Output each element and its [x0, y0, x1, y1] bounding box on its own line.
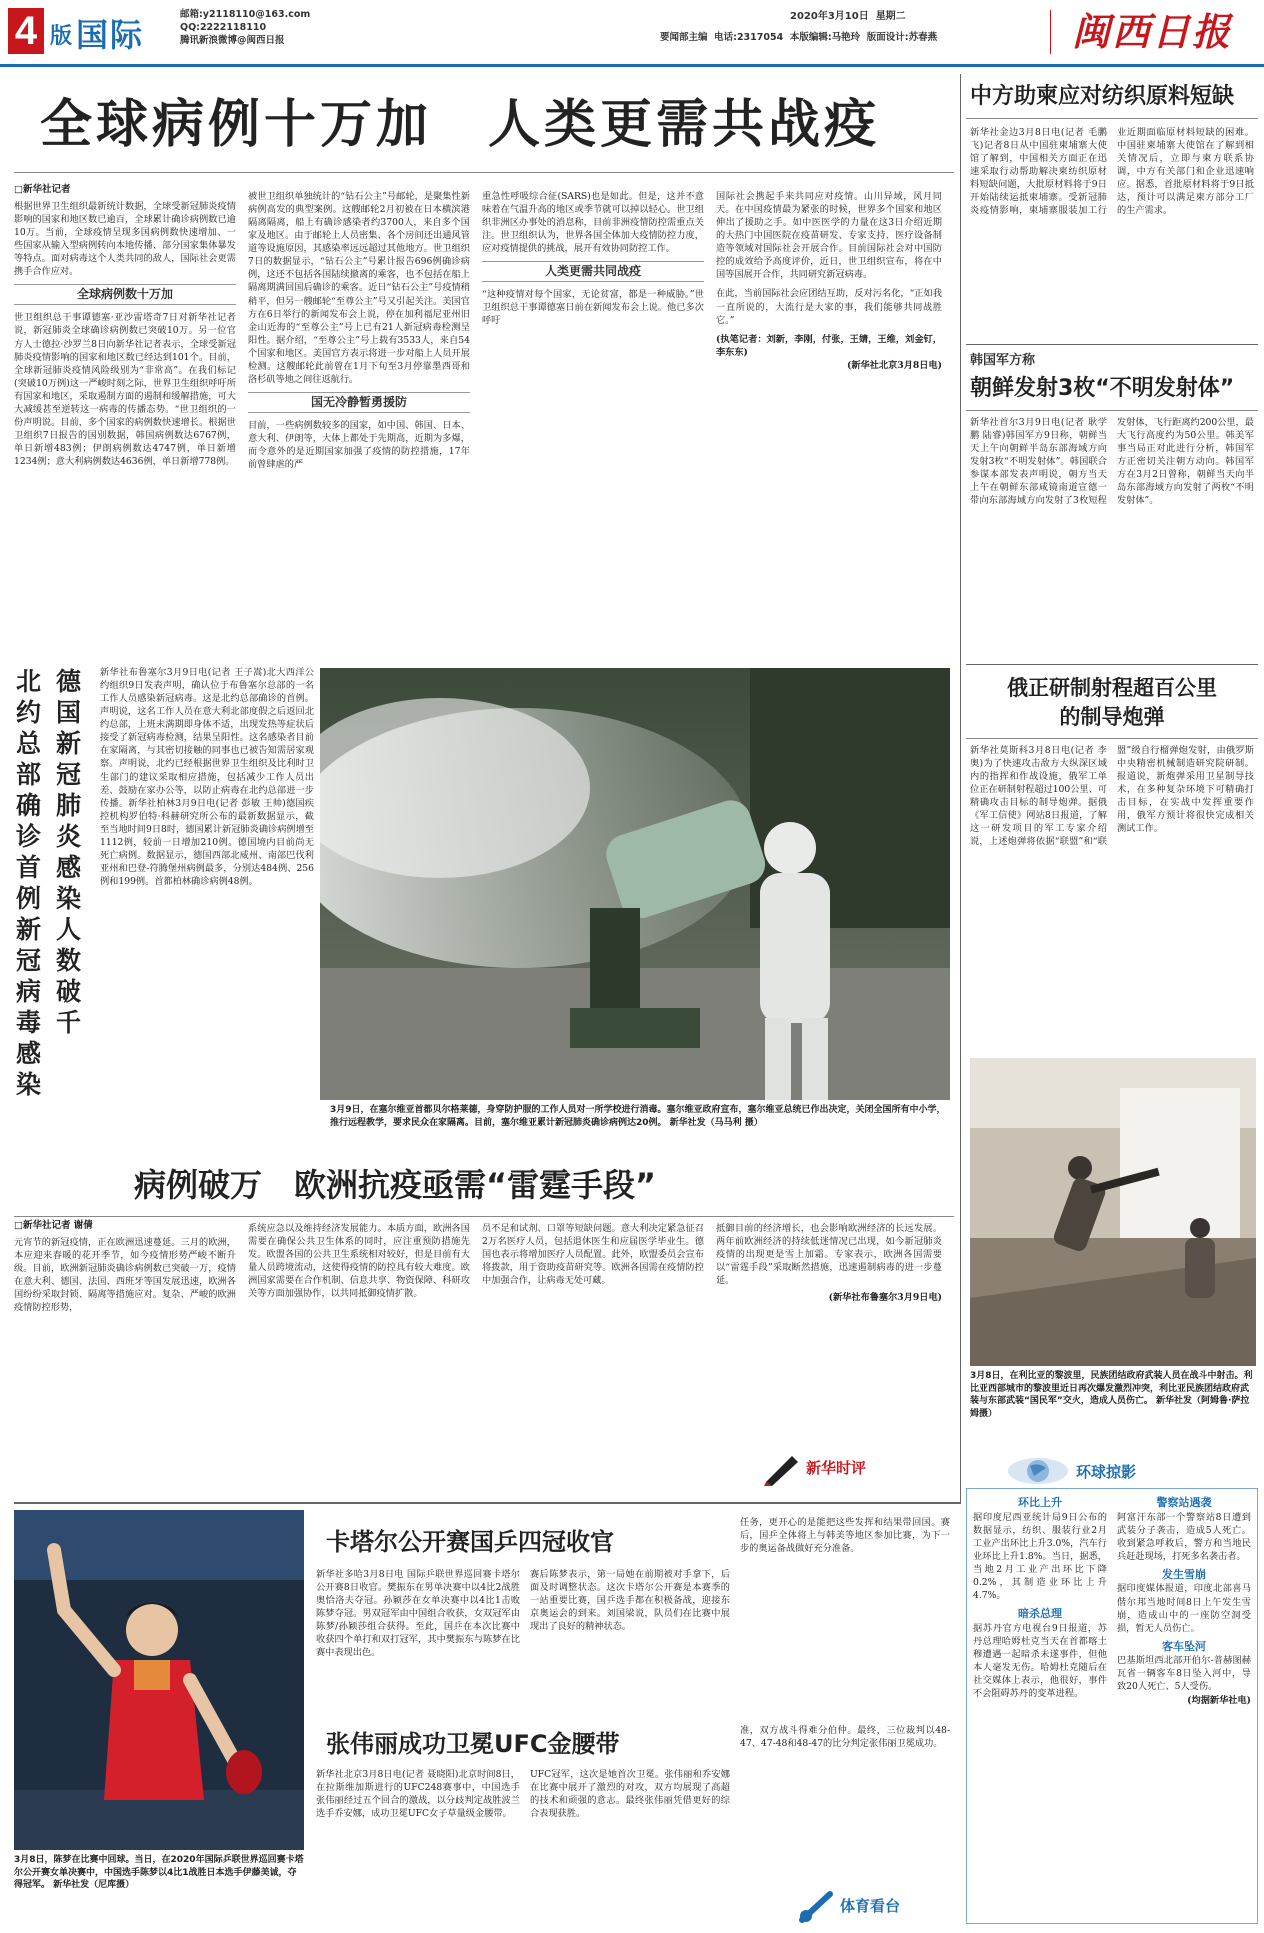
global-dateline: (均据新华社电): [1187, 1694, 1251, 1706]
russia-headline: 俄正研制射程超百公里 的制导炮弹: [1007, 676, 1217, 729]
dprk-rule: [966, 410, 1258, 411]
global-item-5: [1117, 1639, 1251, 1694]
global-item-3: [1117, 1495, 1251, 1563]
global-item-2-title: 暗杀总理: [1018, 1607, 1062, 1621]
masthead: [0, 0, 1264, 68]
paper-logo: 闽西日报: [1072, 9, 1233, 54]
tt-col-2: 赛后陈梦表示，第一局她在前期被对手拿下，后面及时调整状态。这次卡塔尔公开赛是本赛季的一站重要比赛，国乒选手都在积极备战，迎接东京奥运会的到来。刘国梁说，队员们在比赛中展现出了良好的精神状态。: [530, 1569, 730, 1633]
cambodia-headline: 中方助柬应对纺织原料短缺: [970, 84, 1235, 109]
issue-date: 2020年3月10日: [790, 11, 869, 22]
global-item-2: [973, 1606, 1107, 1700]
lead-col-3-body: 重急性呼吸综合征(SARS)也是如此。但是，这并不意味着在气温升高的地区或季节就可以掉以轻心。世卫组织非洲区办事处的消息称，目前非洲疫情防控需重点关注。世卫组织认为，世界各国全体加大疫情防控力度，应对疫情提供的挑战，展开有效协同防控工作。: [482, 191, 704, 255]
libya-credit: 新华社发（阿姆鲁·萨拉姆摄）: [970, 1396, 1250, 1419]
lead-col-4: [716, 190, 942, 640]
headline-rule: [14, 172, 954, 173]
cambodia-article: [966, 74, 1258, 342]
global-item-4-body: 据印度媒体报道，印度北部喜马偕尔邦当地时间8日上午发生雪崩，造成山中的一座防空洞受损，暂无人员伤亡。: [1117, 1583, 1251, 1634]
russia-article: [966, 668, 1258, 1048]
ufc-col-1: 新华社北京3月8日电(记者 聂晓阳)北京时间8日，在拉斯维加斯进行的UFC248赛事中，中国选手张伟丽经过五个回合的激战，以分歧判定战胜波兰选手乔安娜，成功卫冕UFC女子草量级金腰带。: [316, 1769, 520, 1820]
europe-col-2: 系统应急以及维持经济发展能力。本质方面，欧洲各国需要在确保公共卫生体系的同时，应注重预防措施先发。欧盟各国的公共卫生系统相对较好，但是目前有大量人员跨境流动，这使得疫情的防控具有较大难度。欧洲国家需要在合作机制、信息共享、物资保障、科研攻关等方面加强协作，以共同抵御疫情扩散。: [248, 1223, 470, 1300]
editor-line: [660, 32, 937, 45]
lead-col-3-body-b: “这种疫情对每个国家，无论贫富，都是一种威胁。”世卫组织总干事谭德塞日前在新闻发布会上说。他已多次呼吁: [482, 289, 704, 327]
lead-col-2-body-b: 目前，一些病例数较多的国家，如中国、韩国、日本、意大利、伊朗等，大体上都处于先期高，近期为多爆，而令意外的是近期国家加强了疫情的防控措施，17年前曾肆虐的严: [248, 419, 470, 471]
europe-byline: □新华社记者 谢倩: [14, 1220, 93, 1231]
russia-body: 新华社莫斯科3月8日电(记者 李奥)为了快速攻击敌方大纵深区域内的指挥和作战设施，俄军工单位正在研制射程超过100公里、可精确攻击目标的制导炮弹。据俄《军工信使》网站8日报道，了解这一研发项目的军工专家介绍说，上述炮弹将依据“联盟”和“联盟”级自行榴弹炮发射，由俄罗斯中央精密机械制造研究院研制。报道说，新炮弹采用卫星制导技术，在多种复杂环境下可精确打击目标，在实战中发挥重要作用，俄军方预计将很快完成相关测试工作。: [970, 745, 1254, 848]
qq-text: QQ:2222118110: [180, 22, 267, 33]
libya-photo-image: [970, 1058, 1256, 1366]
europe-col-4: [716, 1222, 942, 1442]
table-tennis-headline: 卡塔尔公开赛国乒四冠收官: [326, 1528, 614, 1556]
issue-weekday: 星期二: [875, 11, 906, 22]
ufc-headline: 张伟丽成功卫冕UFC金腰带: [326, 1730, 620, 1758]
sports-column-tag: [796, 1890, 956, 1924]
page-number-box: [8, 8, 44, 54]
lead-col-4-body-b: 在此，当前国际社会应团结互助，反对污名化，“正如我一直所说的，大流行是大家的事，我们能够共同战胜它。”: [716, 288, 942, 326]
lead-col-4-body: 国际社会携起手来共同应对疫情。山川异域，风月同天。在中国疫情最为紧张的时候，世界多个国家和地区伸出了援助之手。如中医医学的力量在这3日介绍近期的大热门中国医院在疫苗研发、专家支持、医疗设备制造等领域对国际社会开展合作。目前国际社会对中国防控的成效给予高度评价，近日，世卫组织宣布，将在中国等国展开合作，共同研究新冠病毒。: [716, 191, 942, 281]
global-box: [966, 1488, 1258, 1924]
email-text: 邮箱:y2118110@163.com: [180, 9, 311, 20]
global-item-2-body: 据苏丹官方电视台9日报道，苏丹总理哈姆杜克当天在首都喀土穆遭遇一起暗杀未遂事件，但他本人毫发无伤。哈姆杜克随后在社交媒体上表示，他很好，事件不会阻碍苏丹的变革进程。: [973, 1622, 1107, 1699]
global-snapshots: [966, 1456, 1258, 1928]
tt-col-3: 任务，更开心的是能把这些发挥和结果带回国。赛后，国乒全体将上与韩美等地区参加比赛，为下一步的奥运备战做好充分准备。: [740, 1517, 950, 1555]
global-item-3-title: 警察站遇袭: [1156, 1496, 1212, 1509]
global-header: [966, 1456, 1258, 1486]
lead-article: [14, 80, 954, 650]
xinhua-commentary-label: 新华时评: [806, 1459, 867, 1477]
disinfection-photo-image: [320, 668, 950, 1100]
lead-subhead-2: 国无冷静暂勇援防: [248, 392, 470, 413]
global-item-1: [973, 1495, 1107, 1602]
table-tennis-article: [316, 1510, 956, 1722]
global-item-4: [1117, 1567, 1251, 1635]
lead-col-1-body: 世卫组织总干事谭德塞·亚沙雷塔奇7日对新华社记者说，新冠肺炎全球确诊病例数已突破10万。另一位官方人士德拉·沙罗兰8日向新华社记者表示，全球受新冠肺炎疫情影响的国家和地区数已经达到101个。目前，全球新冠肺炎疫情风险级别为“非常高”。在我们标记(突破10万例)这一严峻时刻之际，世界卫生组织呼吁所有国家和地区，采取遏制方面的遏制和缓解措施，可大大减缓甚至逆转这一病毒的传播态势。“世卫组织的一份声明说。目前，多个国家的病例数快速增长。根据世卫组织7日报告的国别数据，韩国病例数达6767例，单日新增483例；伊朗病例数达4747例，单日新增1234例；意大利病例数达4636例，单日新增778例。: [14, 312, 236, 468]
lead-dateline: (新华社北京3月8日电): [847, 359, 942, 371]
column-rule-main: [960, 74, 961, 1504]
ufc-article: [316, 1724, 956, 1928]
right-rule-1: [966, 344, 1258, 345]
lead-headline: 全球病例十万加 人类更需共战疫: [40, 95, 881, 155]
sports-column-label: 体育看台: [840, 1897, 901, 1915]
europe-dateline: (新华社布鲁塞尔3月9日电): [828, 1292, 942, 1304]
tt-col-1: 新华社多哈3月8日电 国际乒联世界巡回赛卡塔尔公开赛8日收官。樊振东在男单决赛中以4比2战胜奥恰洛夫夺冠。孙颖莎在女单决赛中以4比1击败陈梦夺冠。男双冠军由中国组合收获，女双冠军由陈梦/孙颖莎组合获得。至此，国乒在本次比赛中收获四个单打和双打冠军，其中樊振东与陈梦在比赛中表现出色。: [316, 1569, 520, 1659]
dprk-kicker: 韩国军方称: [970, 353, 1036, 368]
libya-caption: [970, 1370, 1256, 1448]
disinfection-caption-text: 3月9日，在塞尔维亚首都贝尔格莱德，身穿防护服的工作人员对一所学校进行消毒。塞尔维亚政府宣布，塞尔维亚总统已作出决定，关闭全国所有中小学，推行远程教学，要求民众在家隔离。目前，塞尔维亚累计新冠肺炎确诊病例达20例。: [330, 1105, 946, 1128]
section-name: 国际: [76, 16, 145, 54]
global-item-5-body: 巴基斯坦西北部开伯尔-普赫图赫瓦省一辆客车8日坠入河中，导致20人死亡、5人受伤。: [1117, 1655, 1251, 1693]
disinfection-photo: [320, 668, 950, 1100]
sports-top-rule: [14, 1502, 960, 1504]
lead-subhead-1: 全球病例数十万加: [14, 284, 236, 305]
dprk-headline: 朝鲜发射3枚“不明发射体”: [970, 376, 1235, 401]
vertical-title-2: 德国新冠肺炎感染人数破千: [56, 667, 82, 1037]
table-tennis-credit: 新华社发（尼库摄）: [53, 1880, 135, 1891]
xinhua-commentary-tag: [762, 1452, 942, 1486]
lead-col-3: [482, 190, 704, 640]
editor-info: 要闻部主编: [660, 32, 708, 43]
ufc-col-3: 准，双方战斗得难分伯仲。最终，三位裁判以48-47、47-48和48-47的比分判定张伟丽卫冕成功。: [740, 1725, 950, 1750]
globe-icon: [1006, 1456, 1070, 1486]
europe-col-4-body: 抵御目前的经济增长，也会影响欧洲经济的长远发展。两年前欧洲经济的持续低迷情况已出现，如今新冠肺炎疫情的出现更是雪上加霜。专家表示，欧洲各国需要以“雷霆手段”采取断然措施，迅速遏制病毒的进一步蔓延。: [716, 1223, 942, 1287]
vertical-title-1: 北约总部确诊首例新冠病毒感染: [16, 667, 42, 1099]
lead-col-2: [248, 190, 470, 640]
russia-rule: [966, 738, 1258, 739]
table-tennis-photo-image: [14, 1510, 304, 1850]
lead-col-1: [14, 200, 236, 640]
page-suffix: 版: [50, 24, 73, 49]
europe-headline: 病例破万 欧洲抗疫亟需“雷霆手段”: [134, 1166, 657, 1204]
right-rule-2: [966, 664, 1258, 665]
weibo-text: 腾讯新浪微博@闽西日报: [180, 35, 285, 46]
dprk-article: [966, 348, 1258, 660]
lead-col-2-body: 被世卫组织单独统计的“钻石公主”号邮轮，是聚集性新病例高发的典型案例。这艘邮轮2月初被在日本横滨港隔离隔离，船上有确诊感染者约3700人，来自多个国家及地区。由于邮轮上人员密集、各个房间还出通风管道等设施原因，其感染率远远超过其他地方。世卫组织7日的数据显示，“钻石公主”号累计报告696例确诊病例，这还不包括各国陆续撤离的乘客，也不包括在船上隔离期满回国后确诊的乘客。近日“钻石公主”号疫情稍稍平，但另一艘邮轮“至尊公主”号又引起关注。美国官方在6日举行的新闻发布会上说，停在加利福尼亚州旧金山近海的“至尊公主”号上已有21人新冠病毒检测呈阳性。据介绍，“至尊公主”号上载有3533人，来自54个国家和地区。美国官方表示将进一步对船上人员开展检测。这艘邮轮此前曾在1月下旬至3月停靠墨西哥和洛杉矶等地之间往返航行。: [248, 191, 470, 385]
vertical-body: 新华社布鲁塞尔3月9日电(记者 王子嵩)北大西洋公约组织9日发表声明，确认位于布鲁塞尔总部的一名工作人员感染新冠病毒。这是北约总部确诊的首例。声明说，这名工作人员在意大利北部度假之后返回北约总部，上班未满期即身体不适，出现发热等症状后接受了新冠病毒检测，结果呈阳性。这名感染者目前在家隔离，与其密切接触的同事也已被告知需居家观察。声明说，北约已经根据世界卫生组织及比利时卫生部门的建议采取相应措施，包括减少工作人员出差、鼓励在家办公等，以防止病毒在北约总部进一步传播。新华社柏林3月9日电(记者 彭敏 王帅)德国疾控机构罗伯特·科赫研究所公布的最新数据显示，截至当地时间9日8时，德国累计新冠肺炎确诊病例增至1112例，较前一日增加210例。德国境内目前尚无死亡病例。数据显示，德国西部北威州、南部巴伐利亚州和巴登-符腾堡州病例最多，分别达484例、256例和199例。首都柏林确诊病例48例。: [100, 667, 314, 887]
global-items: [973, 1495, 1251, 1919]
table-tennis-photo: [14, 1510, 304, 1850]
global-item-1-title: 环比上升: [1018, 1496, 1062, 1509]
europe-col-3: 员不足和试剂、口罩等短缺问题。意大利决定紧急征召2万名医疗人员，包括退休医生和应届医学毕业生。德国也表示将增加医疗人员配置。此外，欧盟委员会宣布将拨款，用于资助疫苗研究等。欧洲各国需在疫情防控中加强合作，让病毒无处可藏。: [482, 1223, 704, 1287]
table-tennis-caption: [14, 1854, 304, 1928]
lead-intro: 根据世界卫生组织最新统计数据，全球受新冠肺炎疫情影响的国家和地区数已逾百，全球累计确诊病例数已逾10万。当前，全球疫情呈现多国病例数快速增加、一些国家从输入型病例转向本地传播、部分国家集体暴发等特点。面对病毒这个人类共同的敌人，国际社会更需携手合作应对。: [14, 201, 236, 278]
cambodia-body: 新华社金边3月8日电(记者 毛鹏飞)记者8日从中国驻柬埔寨大使馆了解到，中国相关方面正在迅速采取行动帮助解决柬纺织原材料短缺问题，大批原材料将于9日开始陆续运抵柬埔寨。受新冠肺炎疫情影响，柬埔寨服装加工行业近期面临原材料短缺的困难。中国驻柬埔寨大使馆在了解到相关情况后，立即与柬方联系协调，中方有关部门和企业迅速响应。据悉，首批原材料将于9日抵达，预计可以满足柬方部分工厂的生产需求。: [970, 127, 1254, 217]
ufc-col-2: UFC冠军，这次是她首次卫冕。张伟丽和乔安娜在比赛中展开了激烈的对攻，双方均展现了高超的技术和顽强的意志。最终张伟丽凭借更好的综合表现获胜。: [530, 1769, 730, 1820]
page-number: 4: [14, 9, 38, 53]
masthead-divider: [1050, 10, 1051, 54]
contact-block: [180, 8, 310, 47]
europe-col-1: 元宵节的新冠疫情，正在欧洲迅速蔓延。三月的欧洲，本应迎来春暖的花开季节，如今疫情形势严峻不断升级。目前，欧洲新冠肺炎确诊病例数已突破一万，疫情在意大利、德国、法国、西班牙等国发展迅速，欧洲各国纷纷采取封锁、隔离等措施应对。复杂、严峻的欧洲疫情防控形势，: [14, 1237, 236, 1314]
europe-article: [14, 1156, 954, 1496]
masthead-rule: [0, 64, 1264, 67]
disinfection-caption: [330, 1104, 950, 1148]
lead-subhead-3: 人类更需共同战疫: [482, 261, 704, 282]
vertical-story: [14, 660, 314, 1150]
global-item-1-body: 据印度尼西亚统计局9日公布的数据显示，纺织、服装行业2月工业产出环比上升3.0%，汽车行业环比上升1.8%。当日，据悉，当地2月工业产出环比下降0.2%，其制造业环比上升4.7%。: [973, 1511, 1107, 1601]
lead-byline: □新华社记者: [14, 184, 71, 195]
global-item-4-title: 发生雪崩: [1162, 1567, 1206, 1581]
libya-caption-text: 3月8日，在利比亚的黎波里，民族团结政府武装人员在战斗中射击。利比亚西部城市的黎波里近日再次爆发激烈冲突，利比亚民族团结政府武装与东部武装“国民军”交火，造成人员伤亡。: [970, 1371, 1253, 1407]
table-tennis-caption-text: 3月8日，陈梦在比赛中回球。当日，在2020年国际乒联世界巡回赛卡塔尔公开赛女单决赛中，中国选手陈梦以4比1战胜日本选手伊藤美诚，夺得冠军。: [14, 1855, 304, 1891]
libya-photo: [970, 1058, 1256, 1366]
global-heading: 环球掠影: [1076, 1463, 1137, 1481]
global-item-3-body: 阿富汗东部一个警察站8日遭到武装分子袭击，造成5人死亡。收到紧急呼救后，警方和当地民兵赶赴现场，打死多名袭击者。: [1117, 1511, 1251, 1562]
pen-icon: [762, 1452, 802, 1486]
editor-phone: 电话:2317054: [714, 32, 784, 43]
lead-credit: (执笔记者：刘新，李刚，付张，王婧，王维，刘金钉，李东东): [716, 333, 942, 358]
cambodia-rule: [966, 118, 1258, 119]
date-line: [790, 10, 906, 24]
medal-icon: [796, 1890, 836, 1924]
europe-headline-rule: [14, 1216, 954, 1217]
disinfection-credit: 新华社发（马马利 摄）: [669, 1117, 763, 1128]
dprk-body: 新华社首尔3月9日电(记者 耿学鹏 陆睿)韩国军方9日称，朝鲜当天上午向朝鲜半岛东部海域方向发射3枚“不明发射体”。韩国联合参谋本部发表声明说，朝方当天上午在朝鲜东部咸镜南道宣德一带向东部海域方向发射了3枚短程发射体，飞行距离约200公里，最大飞行高度约为50公里。韩美军事当局正对此进行分析，韩国军方正密切关注朝方动向。韩国军方在3月2日曾称，朝鲜当天向半岛东部海域方向发射了两枚“不明发射体”。: [970, 417, 1254, 507]
global-item-5-title: 客车坠河: [1162, 1639, 1206, 1653]
proofreader: 版面设计:苏春燕: [866, 32, 938, 43]
duty-editor: 本版编辑:马艳玲: [789, 32, 861, 43]
